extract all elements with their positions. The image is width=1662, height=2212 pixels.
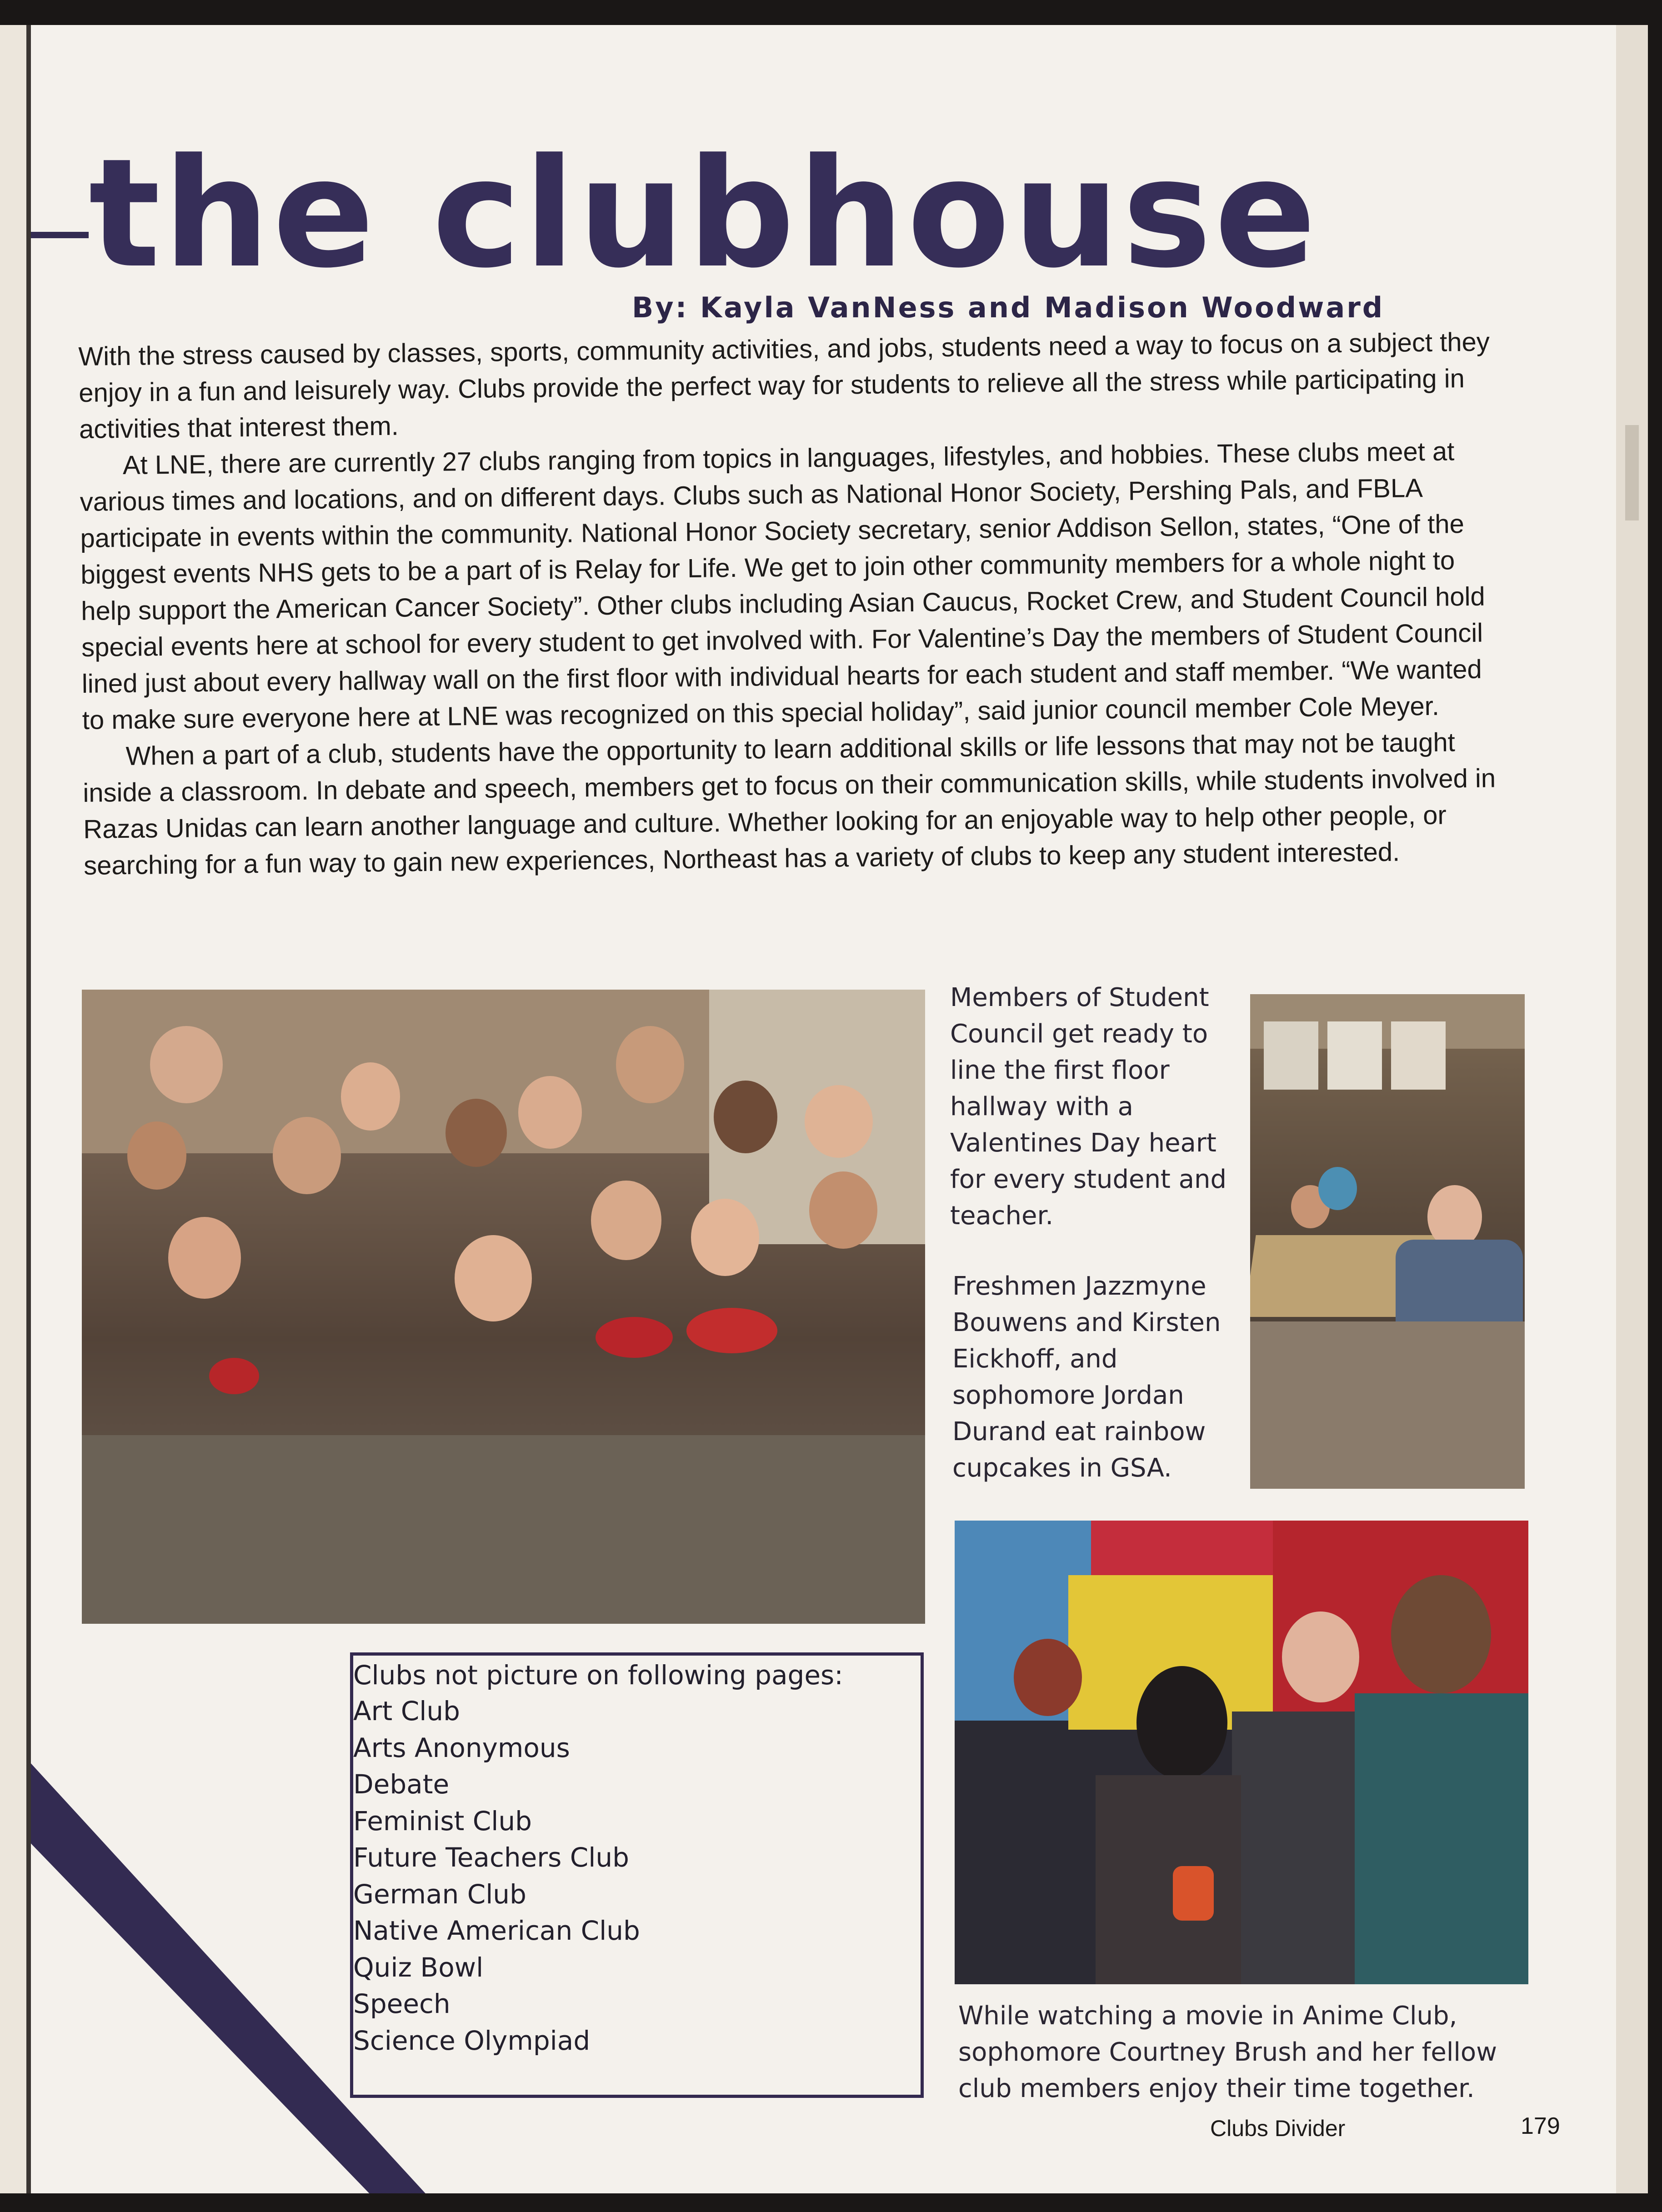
club-item: German Club (353, 1878, 526, 1910)
byline: By: Kayla VanNess and Madison Woodward (632, 291, 1385, 324)
gsa-caption: Freshmen Jazzmyne Bouwens and Kirsten Eickhoff, and sophomore Jordan Durand eat rainbow cupcakes in GSA. (952, 1271, 1221, 1483)
club-item: Art Club (353, 1696, 460, 1727)
page-title: the clubhouse (89, 126, 1319, 301)
folio-section-label: Clubs Divider (1210, 2116, 1346, 2141)
student-council-photo (82, 990, 925, 1624)
article-paragraph: When a part of a club, students have the opportunity to learn additional skills or life lessons that may not be taught inside a classroom. In debate and speech, members get to focus on their communication skills, while students involved in Razas Unidas can learn another language and culture. Whether looking for an enjoyable way to help other people, or searching for a fun way to gain new experiences, Northeast has a variety of clubs to keep any student interested. (83, 727, 1496, 881)
clubs-box-heading: Clubs not picture on following pages: (353, 1660, 843, 1691)
facing-page-edge (0, 25, 28, 2193)
diagonal-accent-stripe (0, 1662, 500, 2193)
club-item: Arts Anonymous (353, 1732, 570, 1763)
yearbook-page (0, 25, 1616, 2193)
page-number: 179 (1521, 2113, 1560, 2139)
anime-club-photo (955, 1521, 1528, 1984)
binding-shadow (26, 25, 31, 2193)
article-paragraph: With the stress caused by classes, sports, community activities, and jobs, students need a way to focus on a subject they enjoy in a fun and leisurely way. Clubs provide the perfect way for students to relieve all the stress while participating in activities that interest them. (78, 327, 1490, 444)
page-right-edge (1616, 25, 1648, 2193)
club-item: Speech (353, 1988, 451, 2019)
club-item: Future Teachers Club (353, 1842, 629, 1873)
student-council-caption: Members of Student Council get ready to line the first floor hallway with a Valentines Day heart for every student and teacher. (950, 983, 1227, 1231)
gsa-photo (1250, 994, 1525, 1489)
article-body (78, 324, 1502, 884)
club-item: Debate (353, 1769, 450, 1800)
club-item: Quiz Bowl (353, 1952, 484, 1983)
club-item: Feminist Club (353, 1805, 532, 1837)
club-item: Native American Club (353, 1915, 640, 1946)
article-paragraph: At LNE, there are currently 27 clubs ranging from topics in languages, lifestyles, and hobbies. These clubs meet at various times and locations, and on different days. Clubs such as National Honor Society, Pershing Pals, and FBLA participate in events within the community. National Honor Society secretary, senior Addison Sellon, states, “One of the biggest events NHS gets to be a part of is Relay for Life. We get to join other community members for a whole night to help support the American Cancer Society”. Other clubs including Asian Caucus, Rocket Crew, and Student Council hold special events here at school for every student to get involved with. For Valentine’s Day the members of Student Council lined just about every hallway wall on the first floor with individual hearts for each student and staff member. “We wanted to make sure everyone here at LNE was recognized on this special holiday”, said junior council member Cole Meyer. (80, 436, 1486, 735)
anime-club-caption: While watching a movie in Anime Club, sophomore Courtney Brush and her fellow club members enjoy their time together. (958, 2001, 1497, 2103)
club-item: Science Olympiad (353, 2025, 591, 2056)
